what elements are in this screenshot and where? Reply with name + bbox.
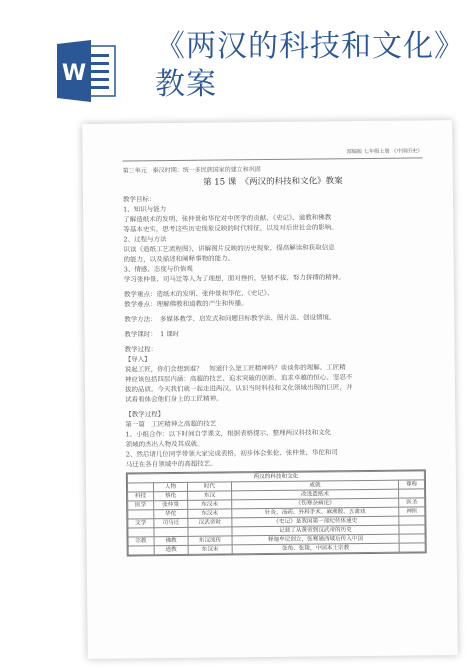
table-cell: 东汉 [188,491,232,500]
doc-line: 1、知识与能力 [123,205,167,214]
table-cell: 司马迁 [154,518,189,527]
table-header-cell: 尊称 [399,480,425,489]
table-cell [128,510,154,519]
table-cell: 改进造纸术 [231,489,399,500]
word-logo-letter: W [61,61,87,86]
table-cell: 针灸、汤药、外科手术、麻沸散、五禽戏 [231,507,399,518]
doc-line: 教学重点：造纸术的发明、张仲景和华佗、《史记》、 [123,288,274,299]
doc-line: 的能力，以及描述和阐释事物的能力。 [123,254,235,264]
document-page [82,120,458,659]
table-cell: 汉武帝时 [188,518,232,527]
doc-line: 2、过程与方法 [123,235,167,244]
table-cell: 华佗 [153,509,188,518]
table-cell [154,527,189,536]
table-header-cell: 人物 [153,482,188,491]
doc-line: 说起工匠，你们会想到谁？ 知道什么是工匠精神吗？谈谈你的理解。工匠精 [124,363,346,374]
doc-line: 教学难点：理解佛教和道教的产生和传播。 [124,299,248,309]
table-cell: 医圣 [399,498,425,507]
table-cell [399,543,425,552]
table-cell: 《伤寒杂病论》 [231,498,399,509]
doc-line: 领域的杰出人物及其成就。 [125,439,204,449]
table-cell: 张角、张陵，中国本土宗教 [232,543,400,554]
table-cell: 医学 [128,501,154,510]
table-cell: 蔡伦 [153,491,188,500]
table-cell: 佛教 [154,536,189,545]
table-cell: 科技 [128,492,154,501]
doc-header: 部编版 七年级上册 《中国历史》 [122,146,422,161]
doc-line: 识读《造纸工艺流程图》，讲解图片反映的历史现象，提高解读和获取信息 [123,243,335,254]
table-cell [399,534,425,543]
doc-line: 神应该包括四层内涵：高超的技艺、追求突破的创新、追求卓越的恒心、坚忍不 [124,373,353,384]
doc-line: 了解造纸术的发明、张仲景和华佗对中医学的贡献、《史记》、道教和佛教 [123,213,332,224]
table-cell [128,546,154,555]
title-banner [0,0,474,140]
doc-line: 等基本史实，思考这些历史现象反映的时代特征，以及对后世社会的影响。 [123,223,338,234]
table-cell: 东汉流传 [188,536,232,545]
doc-line: 1、小组合作：以下时间自学课文，根据表格提示，整理两汉科技和文化 [125,428,332,439]
table-cell: 释迦牟尼创立，张骞通西域后传入中国 [232,534,400,545]
table-cell: 道教 [154,545,189,554]
table-cell: 东汉末 [188,509,232,518]
table-cell [399,525,425,534]
table-cell [128,528,154,537]
table-cell: 《史记》是我国第一部纪传体通史 [232,516,400,527]
doc-line: 教学方法： 多媒体教学、启发式和问题目标教学法、图片法、创设情境。 [124,313,336,324]
doc-line: 教学过程： [124,345,158,354]
table-header-cell: 时代 [188,482,232,491]
table-cell: 东汉末 [188,500,232,509]
doc-body [123,191,426,469]
table-cell [399,516,425,525]
page-title: 《两汉的科技和文化》教案 [155,29,465,102]
table-title: 两汉的科技和文化 [127,471,424,483]
doc-line: 3、情感、态度与价值观 [123,264,193,274]
doc-line: 试看看体会他们身上的工匠精神。 [125,394,223,404]
table-cell: 文学 [128,519,154,528]
table-header-cell: 成就 [231,480,399,491]
table-cell: 宗教 [128,537,154,546]
doc-line: 教学目标： [122,195,156,204]
table-cell: 张仲景 [153,500,188,509]
table-cell: 东汉末 [188,545,232,554]
doc-line: 教学课时： 1 课时 [124,329,180,339]
table-cell: 神医 [399,507,425,516]
doc-line: 学习张仲景、司马迁等人为了理想，面对挫折，坚韧不拔、努力拼搏的精神。 [123,273,345,284]
table-header-cell [127,483,153,492]
table-cell [399,489,425,498]
doc-line: 【导入】 [124,355,151,364]
doc-line: 拔的品质。今天我们就一起走进两汉，认识当时科技和文化领域出现的巨匠，并 [124,383,353,394]
doc-line: 第一篇 工匠精神之高超的技艺 [125,419,217,429]
table-cell [188,527,232,536]
doc-line: 2、然后请几位同学带领大家完成表格，初步体会张伦、张仲景、华佗和司 [125,448,338,459]
doc-unit: 第三单元 秦汉时期：统一多民族国家的建立和巩固 [122,166,261,175]
doc-line: 马迁在各自领域中的高超技艺。 [125,459,217,469]
summary-table [126,469,427,556]
doc-lesson-title: 第 15 课 《两汉的科技和文化》教案 [203,176,343,188]
doc-line: 【教学过程】 [125,410,165,419]
word-icon [57,40,117,102]
table-cell: 记载了从黄帝到汉武帝的历史 [232,525,400,536]
